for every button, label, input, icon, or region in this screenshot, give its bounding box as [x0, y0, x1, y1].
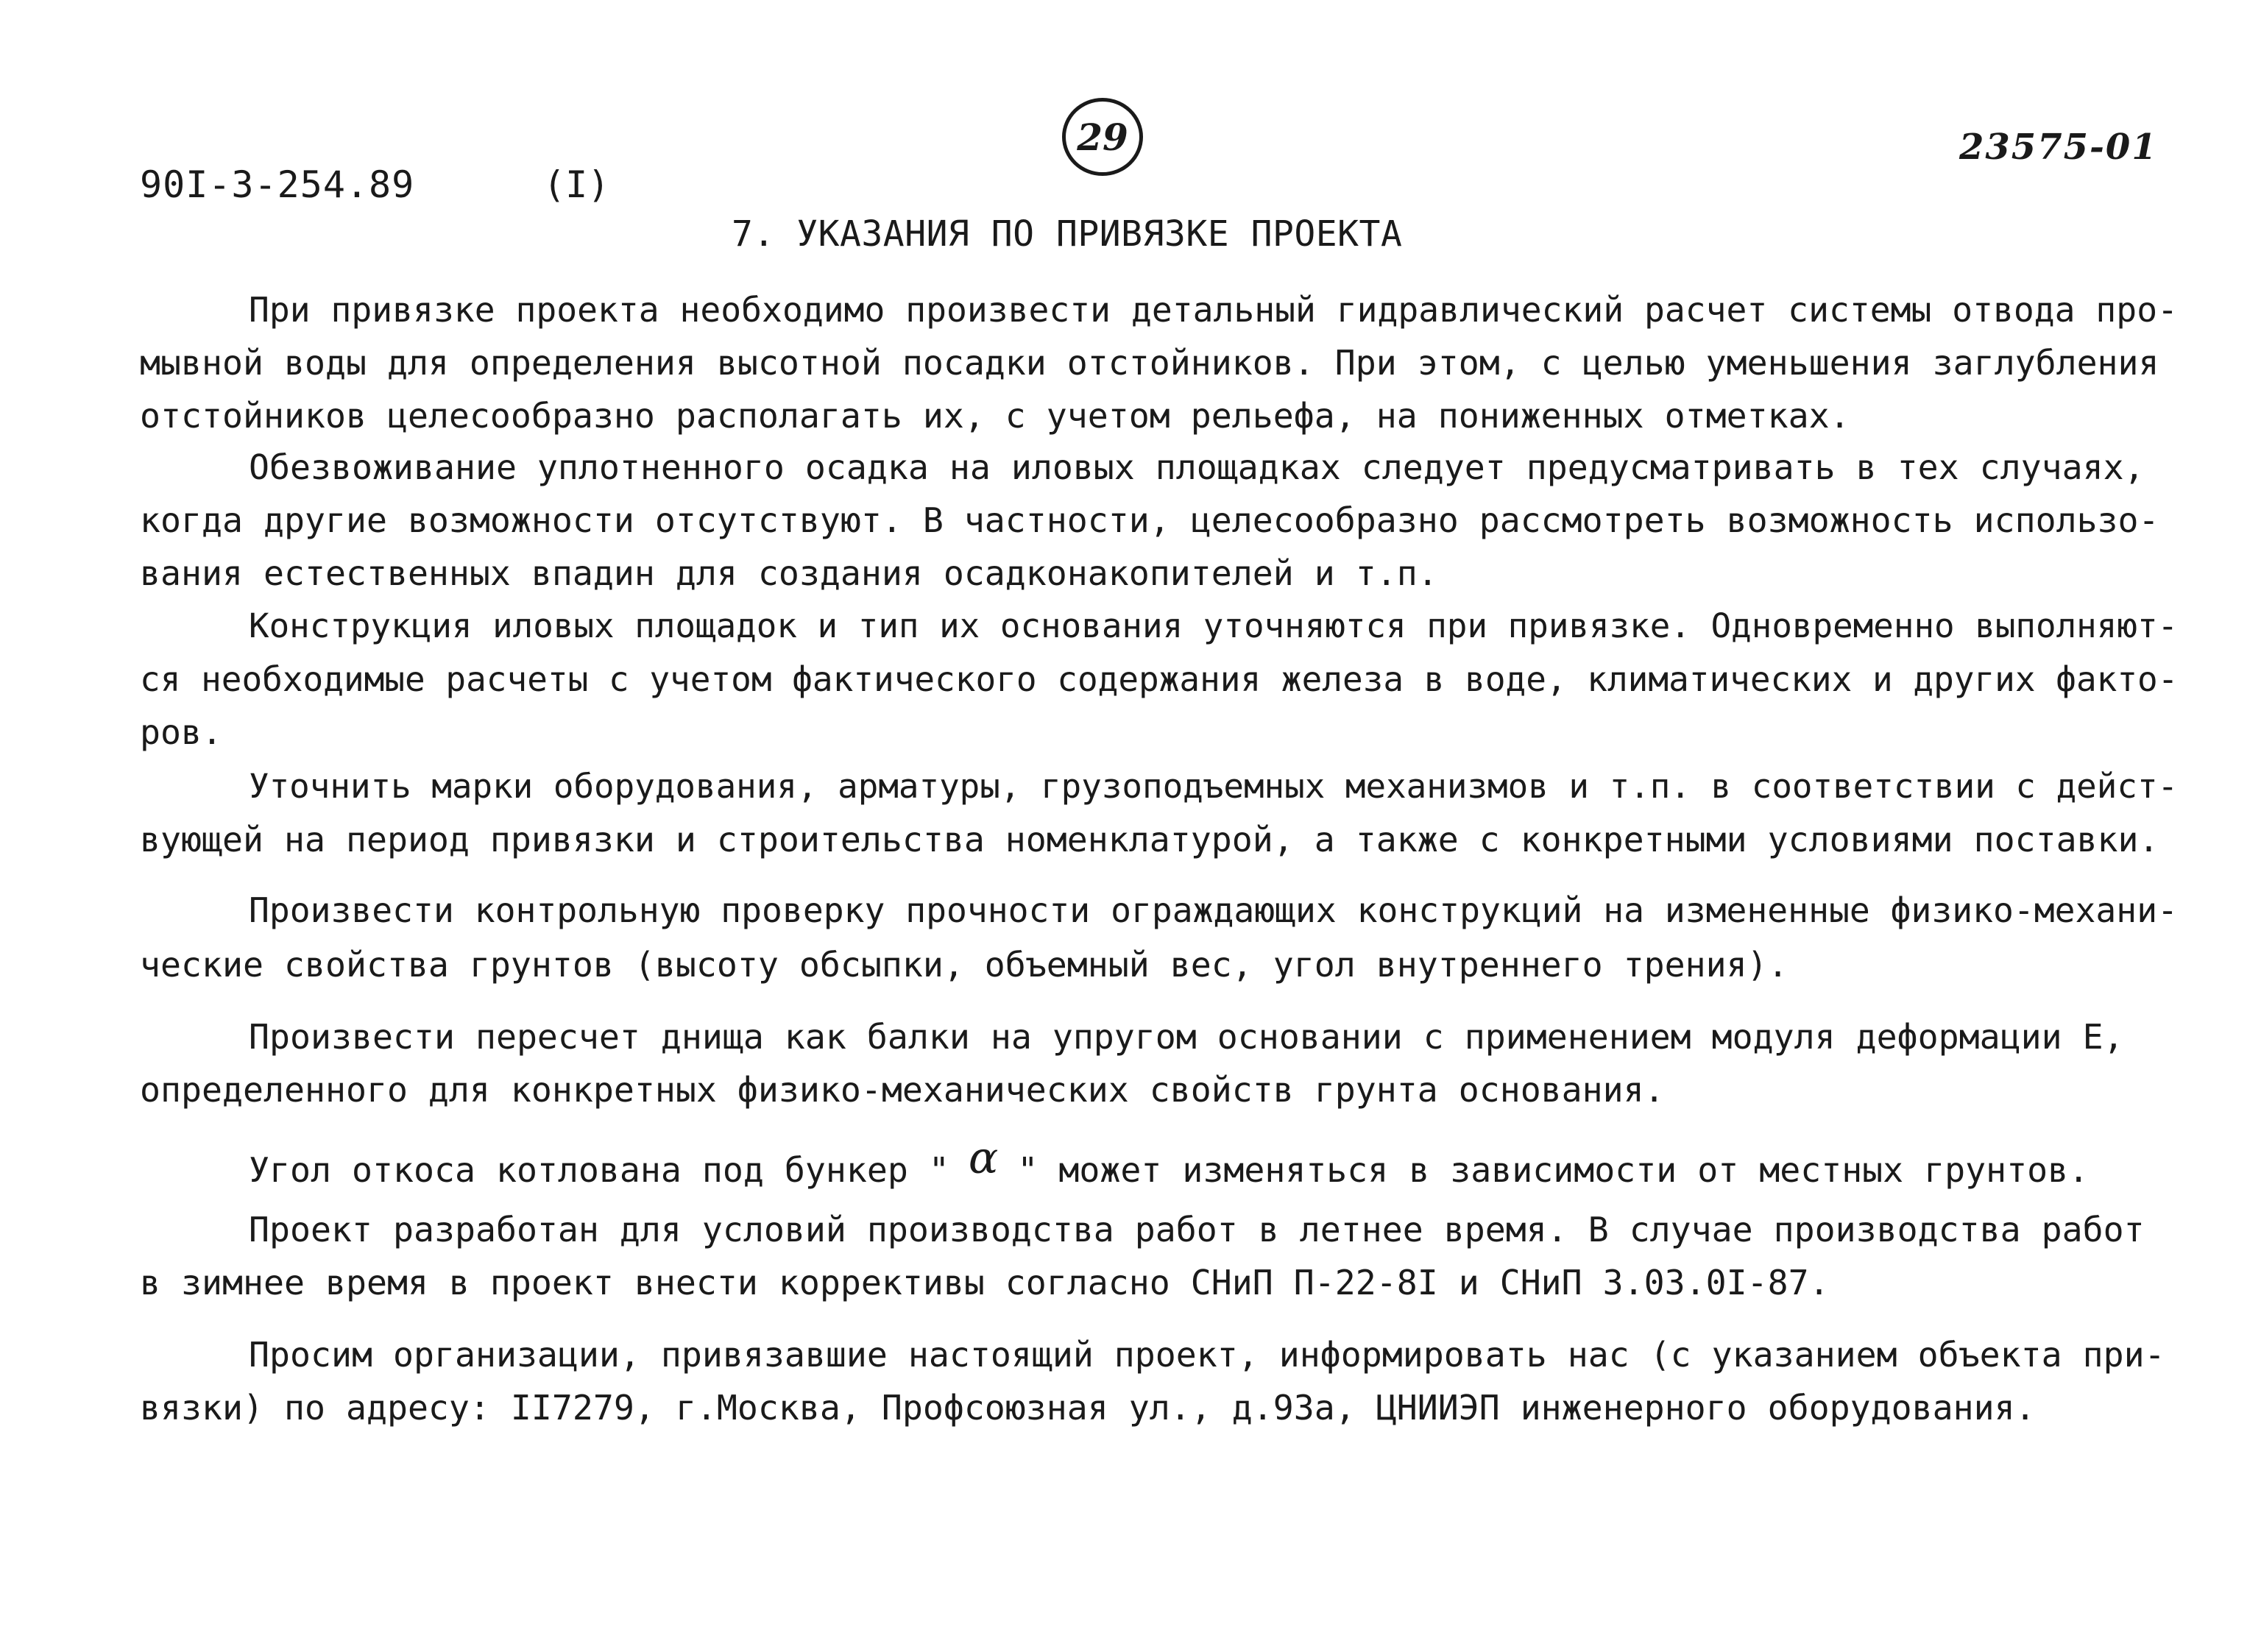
- paragraph-8-line-2: в зимнее время в проект внести коррективы согласно СНиП П-22-8I и СНиП 3.03.0I-87.: [140, 1263, 1830, 1302]
- paragraph-2-line-1: Обезвоживание уплотненного осадка на иловых площадках следует предусматривать в тех случаях,: [249, 447, 2145, 487]
- paragraph-2-line-3: вания естественных впадин для создания осадконакопителей и т.п.: [140, 553, 1438, 593]
- paragraph-3-line-3: ров.: [140, 712, 222, 752]
- paragraph-7-line-1: [249, 1132, 2090, 1190]
- page-number: 29: [1077, 115, 1128, 159]
- document-code: 90I-3-254.89: [140, 163, 415, 206]
- paragraph-4-line-2: вующей на период привязки и строительства номенклатурой, а также с конкретными условиями поставки.: [140, 820, 2159, 859]
- paragraph-1-line-2: мывной воды для определения высотной посадки отстойников. При этом, с целью уменьшения заглубления: [140, 343, 2159, 383]
- section-heading: 7. УКАЗАНИЯ ПО ПРИВЯЗКЕ ПРОЕКТА: [732, 213, 1403, 255]
- page-number-stamp: [1062, 98, 1143, 176]
- paragraph-5-line-1: Произвести контрольную проверку прочности ограждающих конструкций на измененные физико-механи-: [249, 890, 2178, 930]
- paragraph-9-line-2: вязки) по адресу: II7279, г.Москва, Профсоюзная ул., д.93а, ЦНИИЭП инженерного оборудования.: [140, 1388, 2036, 1428]
- sheet-mark: (I): [543, 163, 610, 206]
- paragraph-9-line-1: Просим организации, привязавшие настоящий проект, информировать нас (с указанием объекта при-: [249, 1335, 2165, 1375]
- paragraph-3-line-1: Конструкция иловых площадок и тип их основания уточняются при привязке. Одновременно выполняют-: [249, 606, 2179, 645]
- paragraph-6-line-2: определенного для конкретных физико-механических свойств грунта основания.: [140, 1070, 1665, 1110]
- paragraph-6-line-1: Произвести пересчет днища как балки на упругом основании с применением модуля деформации Е,: [249, 1017, 2124, 1057]
- paragraph-3-line-2: ся необходимые расчеты с учетом фактического содержания железа в воде, климатических и других факто-: [140, 659, 2179, 699]
- paragraph-2-line-2: когда другие возможности отсутствуют. В частности, целесообразно рассмотреть возможность использо-: [140, 500, 2159, 540]
- paragraph-4-line-1: Уточнить марки оборудования, арматуры, грузоподъемных механизмов и т.п. в соответствии с дейст-: [249, 766, 2179, 806]
- archive-number: 23575-01: [1959, 127, 2158, 168]
- paragraph-8-line-1: Проект разработан для условий производства работ в летнее время. В случае производства работ: [249, 1210, 2145, 1249]
- alpha-symbol: α: [968, 1132, 999, 1184]
- paragraph-7-text-before: Угол откоса котлована под бункер ": [249, 1150, 949, 1190]
- paragraph-5-line-2: ческие свойства грунтов (высоту обсыпки, объемный вес, угол внутреннего трения).: [140, 945, 1788, 985]
- paragraph-1-line-3: отстойников целесообразно располагать их, с учетом рельефа, на пониженных отметках.: [140, 396, 1850, 436]
- paragraph-1-line-1: При привязке проекта необходимо произвести детальный гидравлический расчет системы отвода про-: [249, 290, 2178, 330]
- paragraph-7-text-after: " может изменяться в зависимости от местных грунтов.: [1017, 1150, 2090, 1190]
